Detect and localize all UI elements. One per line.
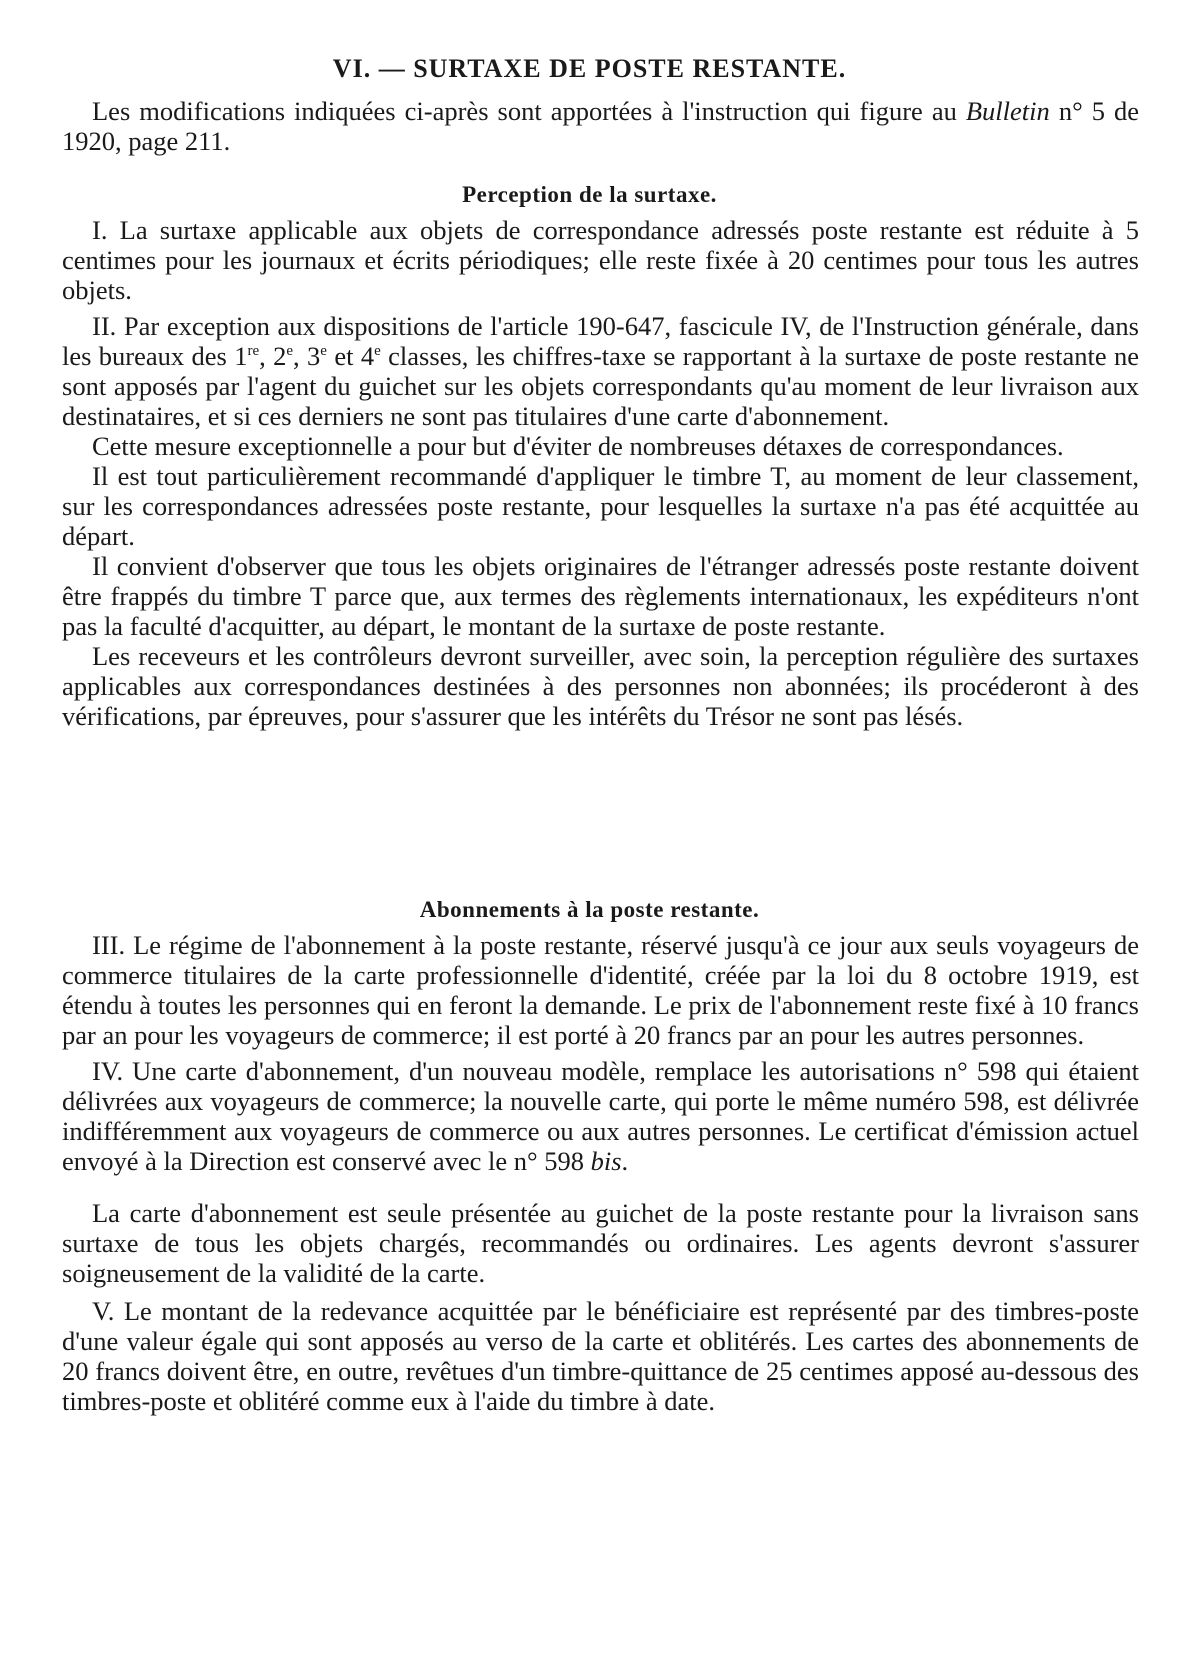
- paragraph-II-5: Les receveurs et les contrôleurs devront surveiller, avec soin, la perception régulière des surtaxes applicables aux correspondances destinées à des personnes non abonnées; ils procéderont à des vérifications, par épreuves, pour s'assurer que les intérêts du Trésor ne sont pas lésés.: [62, 641, 1139, 731]
- p2-sup2: e: [286, 343, 294, 360]
- paragraph-IV: [62, 1056, 1139, 1176]
- paragraph-II-3: Il est tout particulièrement recommandé d'appliquer le timbre T, au moment de leur classement, sur les correspondances adressées poste restante, pour lesquelles la surtaxe n'a pas été acquittée au départ.: [62, 461, 1139, 551]
- abonnements-section: [62, 930, 1139, 1416]
- p2-b: , 2: [259, 341, 287, 371]
- paragraph-I: I. La surtaxe applicable aux objets de correspondance adressés poste restante est réduite à 5 centimes pour les journaux et écrits périodiques; elle reste fixée à 20 centimes pour tous les autres objets.: [62, 215, 1139, 305]
- p4-bis-italic: bis: [590, 1146, 622, 1176]
- intro-text-b: n° 5 de 1920, page 211.: [62, 96, 1139, 156]
- perception-section: [62, 215, 1139, 731]
- p4-before: IV. Une carte d'abonnement, d'un nouveau modèle, remplace les autorisations n° 598 qui étaient délivrées aux voyageurs de commerce; la nouvelle carte, qui porte le même numéro 598, est délivrée indifféremment aux voyageurs de commerce ou aux autres personnes. Le certificat d'émission actuel envoyé à la Direction est conservé avec le n° 598: [62, 1056, 1139, 1176]
- paragraph-II-4: Il convient d'observer que tous les objets originaires de l'étranger adressés poste restante doivent être frappés du timbre T parce que, aux termes des règlements internationaux, les expéditeurs n'ont pas la faculté d'acquitter, au départ, le montant de la surtaxe de poste restante.: [62, 551, 1139, 641]
- p2-c: , 3: [293, 341, 321, 371]
- p2-sup4: e: [374, 343, 381, 360]
- paragraph-IV-2: La carte d'abonnement est seule présentée au guichet de la poste restante pour la livraison sans surtaxe de tous les objets chargés, recommandés ou ordinaires. Les agents devront s'assurer soigneusement de la validité de la carte.: [62, 1198, 1139, 1288]
- paragraph-III: III. Le régime de l'abonnement à la poste restante, réservé jusqu'à ce jour aux seuls voyageurs de commerce titulaires de la carte professionnelle d'identité, créée par la loi du 8 octobre 1919, est étendu à toutes les personnes qui en feront la demande. Le prix de l'abonnement reste fixé à 10 francs par an pour les voyageurs de commerce; il est porté à 20 francs par an pour les autres personnes.: [62, 930, 1139, 1050]
- p4-after: .: [621, 1146, 629, 1176]
- paragraph-V: V. Le montant de la redevance acquittée par le bénéficiaire est représenté par des timbres-poste d'une valeur égale qui sont apposés au verso de la carte et oblitérés. Les cartes des abonnements de 20 francs doivent être, en outre, revêtues d'un timbre-quittance de 25 centimes apposé au-dessous des timbres-poste et oblitéré comme eux à l'aide du timbre à date.: [62, 1296, 1139, 1416]
- section-title: VI. — SURTAXE DE POSTE RESTANTE.: [332, 54, 847, 83]
- paragraph-II: [62, 311, 1139, 431]
- p2-a: II. Par exception aux dispositions de l'article 190-647, fascicule IV, de l'Instruction générale, dans les bureaux des 1: [62, 311, 1139, 371]
- p2-sup3: e: [320, 343, 327, 360]
- paragraph-II-2: Cette mesure exceptionnelle a pour but d'éviter de nombreuses détaxes de correspondances.: [92, 431, 1064, 461]
- intro-paragraph: [62, 96, 1139, 156]
- p2-sup1: re: [247, 343, 260, 360]
- p2-e: classes, les chiffres-taxe se rapportant à la surtaxe de poste restante ne sont apposés par l'agent du guichet sur les objets correspondants qu'au moment de leur livraison aux destinataires, et si ces derniers ne sont pas titulaires d'une carte d'abonnement.: [62, 341, 1139, 431]
- intro-bulletin-italic: Bulletin: [965, 96, 1050, 126]
- p2-d: et 4: [326, 341, 375, 371]
- intro-text-a: Les modifications indiquées ci-après sont apportées à l'instruction qui figure au: [92, 96, 966, 126]
- subhead-abonnements: Abonnements à la poste restante.: [419, 897, 760, 922]
- subhead-perception: Perception de la surtaxe.: [462, 182, 717, 207]
